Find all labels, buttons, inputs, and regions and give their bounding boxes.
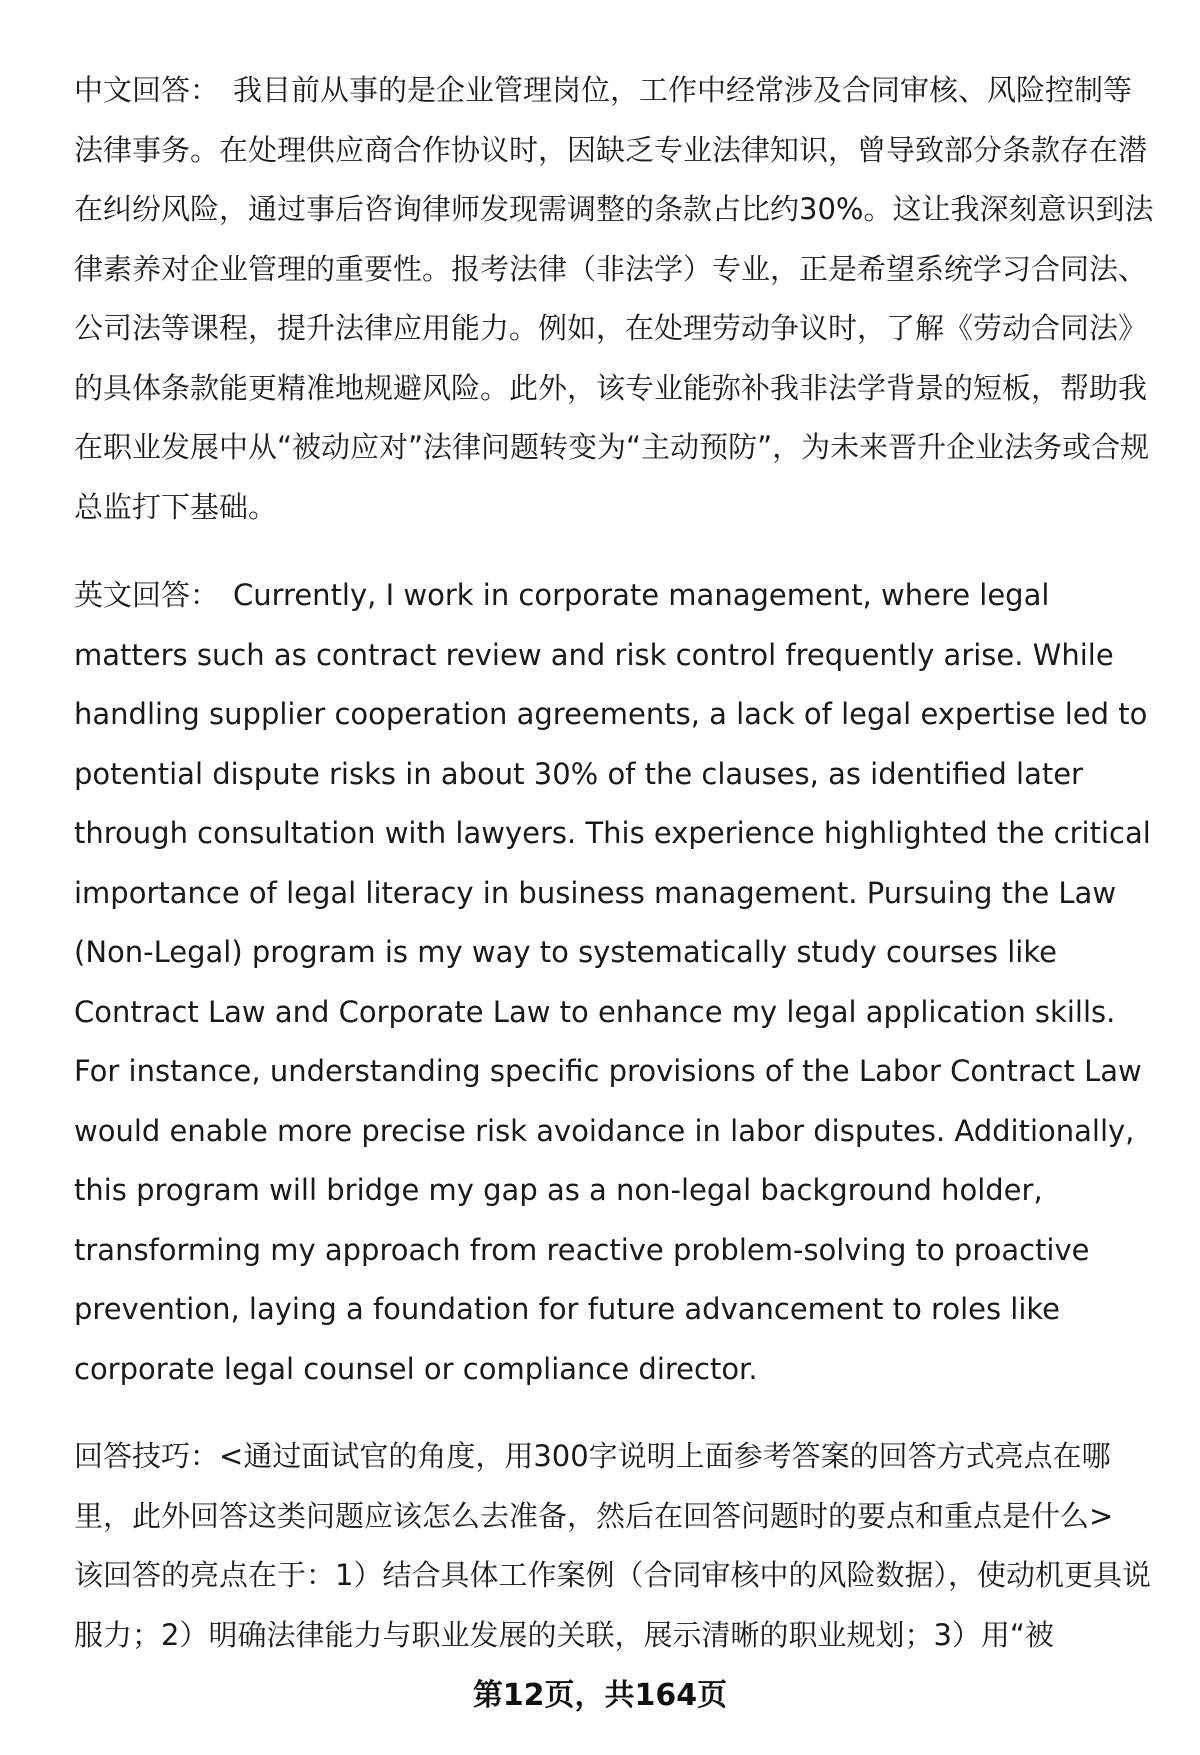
chinese-answer-paragraph — [74, 61, 1154, 537]
english-answer-label: 英文回答： — [74, 578, 220, 612]
answer-tips-paragraph — [74, 1427, 1154, 1665]
english-answer-paragraph — [74, 566, 1154, 1399]
chinese-answer-label: 中文回答： — [74, 73, 220, 107]
chinese-answer-text: 我目前从事的是企业管理岗位，工作中经常涉及合同审核、风险控制等法律事务。在处理供应商合作协议时，因缺乏专业法律知识，曾导致部分条款存在潜在纠纷风险，通过事后咨询律师发现需调整的条款占比约30%。这让我深刻意识到法律素养对企业管理的重要性。报考法律（非法学）专业，正是希望系统学习合同法、公司法等课程，提升法律应用能力。例如，在处理劳动争议时，了解《劳动合同法》的具体条款能更精准地规避风险。此外，该专业能弥补我非法学背景的短板，帮助我在职业发展中从“被动应对”法律问题转变为“主动预防”，为未来晋升企业法务或合规总监打下基础。 — [74, 73, 1154, 524]
answer-tips-body: 该回答的亮点在于：1）结合具体工作案例（合同审核中的风险数据），使动机更具说服力；2）明确法律能力与职业发展的关联，展示清晰的职业规划；3）用“被 — [74, 1558, 1151, 1652]
answer-tips-prompt: <通过面试官的角度，用300字说明上面参考答案的回答方式亮点在哪里，此外回答这类问题应该怎么去准备，然后在回答问题时的要点和重点是什么> — [74, 1439, 1114, 1533]
answer-tips-label: 回答技巧： — [74, 1439, 220, 1473]
page-number-footer: 第12页，共164页 — [472, 1678, 728, 1713]
english-answer-text: Currently, I work in corporate management, where legal matters such as contract review and risk control frequently arise. While handling supplier cooperation agreements, a lack of legal expertise led to potential dispute risks in about 30% of the clauses, as identified later through consultation with lawyers. This experience highlighted the critical importance of legal literacy in business management. Pursuing the Law (Non-Legal) program is my way to systematically study courses like Contract Law and Corporate Law to enhance my legal application skills. For instance, understanding specific provisions of the Labor Contract Law would enable more precise risk avoidance in labor disputes. Additionally, this program will bridge my gap as a non-legal background holder, transforming my approach from reactive problem-solving to proactive prevention, laying a foundation for future advancement to roles like corporate legal counsel or compliance director. — [74, 578, 1151, 1386]
